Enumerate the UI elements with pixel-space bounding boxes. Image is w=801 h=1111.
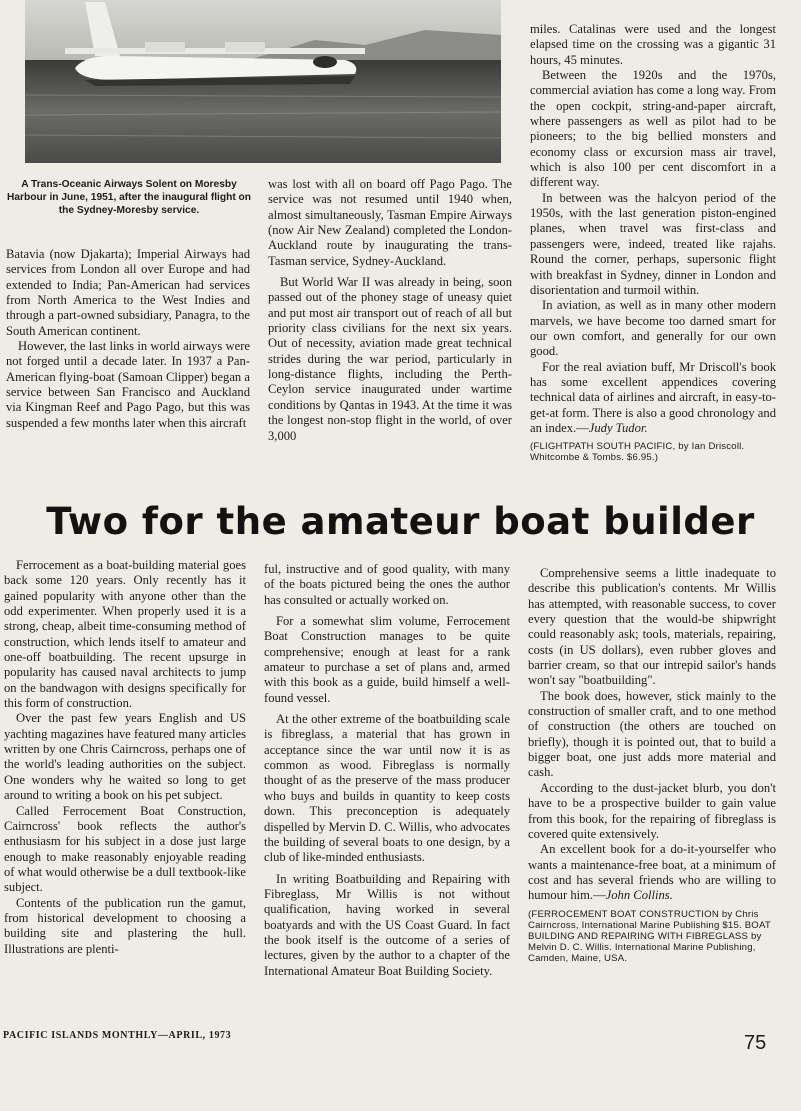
- paragraph: But World War II was already in being, soon passed out of the phoney stage of uneasy quiet and put most air transport out of reach of all but priority class civilians for the next six years. Out of necessity, aviation made great technical strides during the war period, particularly in long-distance flights, including the Perth-Ceylon service inaugurated under wartime conditions by Qantas in 1943. At the time it was the longest non-stop flight in the world, of over 3,000: [268, 275, 512, 443]
- bottom-column-3: [528, 566, 776, 965]
- paragraph-text: For the real aviation buff, Mr Driscoll's book has some excellent appendices covering technical data of airlines and aircraft, in easy-to-get-at form. There is also a good chronology and an index.—: [530, 359, 776, 435]
- paragraph: Over the past few years English and US yachting magazines have featured many articles written by one Chris Cairncross, perhaps one of the world's leading authorities on the subject. One wonders why he waited so long to get around to writing a book on his pet subject.: [4, 711, 246, 803]
- paragraph: Between the 1920s and the 1970s, commercial aviation has come a long way. From the open cockpit, string-and-paper aircraft, where passengers as well as pilot had to be pioneers; to the big bellied monsters and economy class or excursion mass air travel, which is also 100 per cent discomfort in a different way.: [530, 68, 776, 190]
- paragraph: At the other extreme of the boatbuilding scale is fibreglass, a material that has grown in acceptance since the war until now it is as common as wood. Fibreglass is normally thought of as the preserve of the mass producer who buys and builds in quantity to keep costs down. This preconception is adequately dispelled by Mervin D. C. Willis, who advocates the building of several boats to one design, by a club of like-minded enthusiasts.: [264, 712, 510, 865]
- top-column-3: [530, 22, 776, 464]
- bottom-column-1: [4, 558, 246, 957]
- paragraph: miles. Catalinas were used and the longest elapsed time on the crossing was a gigantic 31 hours, 45 minutes.: [530, 22, 776, 67]
- top-column-1: [6, 247, 250, 431]
- page-footer: PACIFIC ISLANDS MONTHLY—APRIL, 1973: [3, 1030, 232, 1041]
- bottom-column-2: [264, 562, 510, 979]
- top-column-2: [268, 177, 512, 444]
- paragraph: However, the last links in world airways were not forged until a decade later. In 1937 a Pan-American flying-boat (Samoan Clipper) began a service between San Francisco and Auckland via Kingman Reef and Pago Pago, but this was suspended a few months later when this aircraft: [6, 339, 250, 430]
- paragraph: In aviation, as well as in many other modern marvels, we have become too darned smart for our own comfort, and generally for our own good.: [530, 298, 776, 359]
- book-credit: (FERROCEMENT BOAT CONSTRUCTION by Chris Cairncross, International Marine Publishing $15. BOAT BUILDING AND REPAIRING WITH FIBREGLASS by Melvin D. C. Willis. International Marine Publishing, Camden, Maine, USA.: [528, 908, 771, 965]
- paragraph: Batavia (now Djakarta); Imperial Airways had services from London all over Europe and had extended to India; Pan-American had services from North America to the West Indies and through a part-owned subsidiary, Panagra, to the South American continent.: [6, 247, 250, 338]
- author-signature: Judy Tudor.: [588, 420, 648, 435]
- paragraph: Ferrocement as a boat-building material goes back some 120 years. Only recently has it gained popularity with anyone other than the odd experimenter. When properly used it is a strong, cheap, albeit time-consuming method of construction, which lends itself to amateur and one-off boatbuilding. The recent upsurge in popularity has caused naval architects to jump on the bandwagon with designs specifically for this form of construction.: [4, 558, 246, 711]
- paragraph: For a somewhat slim volume, Ferrocement Boat Construction manages to be quite comprehensive; enough at least for a rank amateur to purchase a set of plans and, armed with this book as a guide, build himself a well-found vessel.: [264, 614, 510, 705]
- paragraph: ful, instructive and of good quality, with many of the boats pictured being the ones the author has consulted or actually worked on.: [264, 562, 510, 607]
- flying-boat-photo: [25, 0, 501, 163]
- paragraph: In writing Boatbuilding and Repairing with Fibreglass, Mr Willis is not without qualification, having worked in several boatyards and with the US Coast Guard. In fact the book itself is the outcome of a series of lectures, given by the author to a chapter of the International Amateur Boat Building Society.: [264, 871, 510, 978]
- paragraph: was lost with all on board off Pago Pago. The service was not resumed until 1940 when, almost simultaneously, Tasman Empire Airways (now Air New Zealand) completed the London-Auckland route by inaugurating the trans-Tasman service, Sydney-Auckland.: [268, 177, 512, 268]
- page-number: 75: [744, 1032, 767, 1054]
- paragraph: In between was the halcyon period of the 1950s, with the last generation piston-engined planes, when travel was first-class and passengers were, indeed, treated like rajahs. Round the corner, perhaps, supersonic flight with breakfast in Sydney, dinner in London and disorientation and turmoil within.: [530, 190, 776, 297]
- paragraph: Called Ferrocement Boat Construction, Cairncross' book reflects the author's enthusiasm for his subject in a dose just large enough to make reasonably enjoyable reading of what would otherwise be a dull textbook-like subject.: [4, 803, 246, 895]
- article-headline: Two for the amateur boat builder: [46, 500, 755, 543]
- paragraph: According to the dust-jacket blurb, you don't have to be a prospective builder to gain value from this book, for the repairing of fibreglass is covered quite extensively.: [528, 780, 776, 841]
- paragraph: The book does, however, stick mainly to the construction of smaller craft, and to one method of construction (the others are touched on briefly), though it is pointed out, that to build a bigger boat, one just adds more material and cash.: [528, 688, 776, 780]
- paragraph: [528, 842, 776, 903]
- paragraph-text: An excellent book for a do-it-yourselfer who wants a maintenance-free boat, at a minimum of cost and has several friends who are willing to humour him.—: [528, 842, 776, 903]
- book-credit: (FLIGHTPATH SOUTH PACIFIC, by Ian Driscoll. Whitcombe & Tombs. $6.95.): [530, 441, 745, 464]
- photo-illustration: [25, 0, 501, 163]
- paragraph: Comprehensive seems a little inadequate to describe this publication's contents. Mr Willis has attempted, with reasonable success, to cover every question that the would-be shipwright could reasonably ask; tools, materials, repairing, costs (in US dollars), even rubber gloves and barrier cream, so that our intrepid sailor's hands won't say "boatbuilding".: [528, 566, 776, 688]
- photo-caption: A Trans-Oceanic Airways Solent on Moresby Harbour in June, 1951, after the inaugural flight on the Sydney-Moresby service.: [7, 179, 251, 216]
- paragraph: Contents of the publication run the gamut, from historical development to choosing a building site and plastering the hull. Illustrations are plenti-: [4, 895, 246, 956]
- author-signature: John Collins.: [605, 888, 673, 903]
- paragraph: [530, 360, 776, 437]
